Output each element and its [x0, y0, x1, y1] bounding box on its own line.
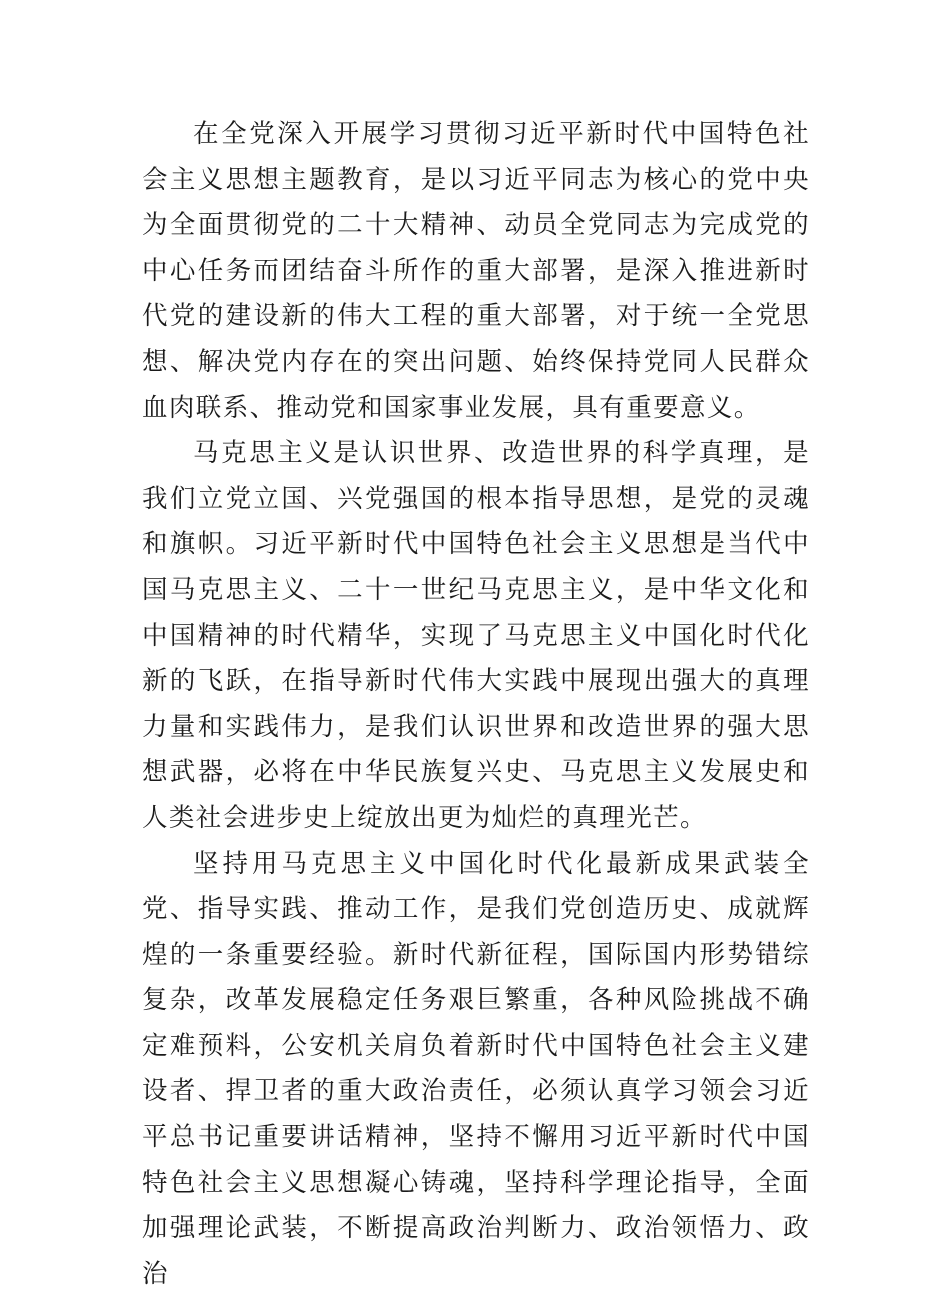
paragraph-3: 坚持用马克思主义中国化时代化最新成果武装全党、指导实践、推动工作，是我们党创造历史、成就辉煌的一条重要经验。新时代新征程，国际国内形势错综复杂，改革发展稳定任务艰巨繁重，各种风险挑战不确定难预料，公安机关肩负着新时代中国特色社会主义建设者、捍卫者的重大政治责任，必须认真学习领会习近平总书记重要讲话精神，坚持不懈用习近平新时代中国特色社会主义思想凝心铸魂，坚持科学理论指导，全面加强理论武装，不断提高政治判断力、政治领悟力、政治 [142, 842, 810, 1297]
paragraph-2: 马克思主义是认识世界、改造世界的科学真理，是我们立党立国、兴党强国的根本指导思想，是党的灵魂和旗帜。习近平新时代中国特色社会主义思想是当代中国马克思主义、二十一世纪马克思主义，是中华文化和中国精神的时代精华，实现了马克思主义中国化时代化新的飞跃，在指导新时代伟大实践中展现出强大的真理力量和实践伟力，是我们认识世界和改造世界的强大思想武器，必将在中华民族复兴史、马克思主义发展史和人类社会进步史上绽放出更为灿烂的真理光芒。 [142, 431, 810, 841]
document-body [142, 112, 810, 1297]
paragraph-1: 在全党深入开展学习贯彻习近平新时代中国特色社会主义思想主题教育，是以习近平同志为核心的党中央为全面贯彻党的二十大精神、动员全党同志为完成党的中心任务而团结奋斗所作的重大部署，是深入推进新时代党的建设新的伟大工程的重大部署，对于统一全党思想、解决党内存在的突出问题、始终保持党同人民群众血肉联系、推动党和国家事业发展，具有重要意义。 [142, 112, 810, 431]
